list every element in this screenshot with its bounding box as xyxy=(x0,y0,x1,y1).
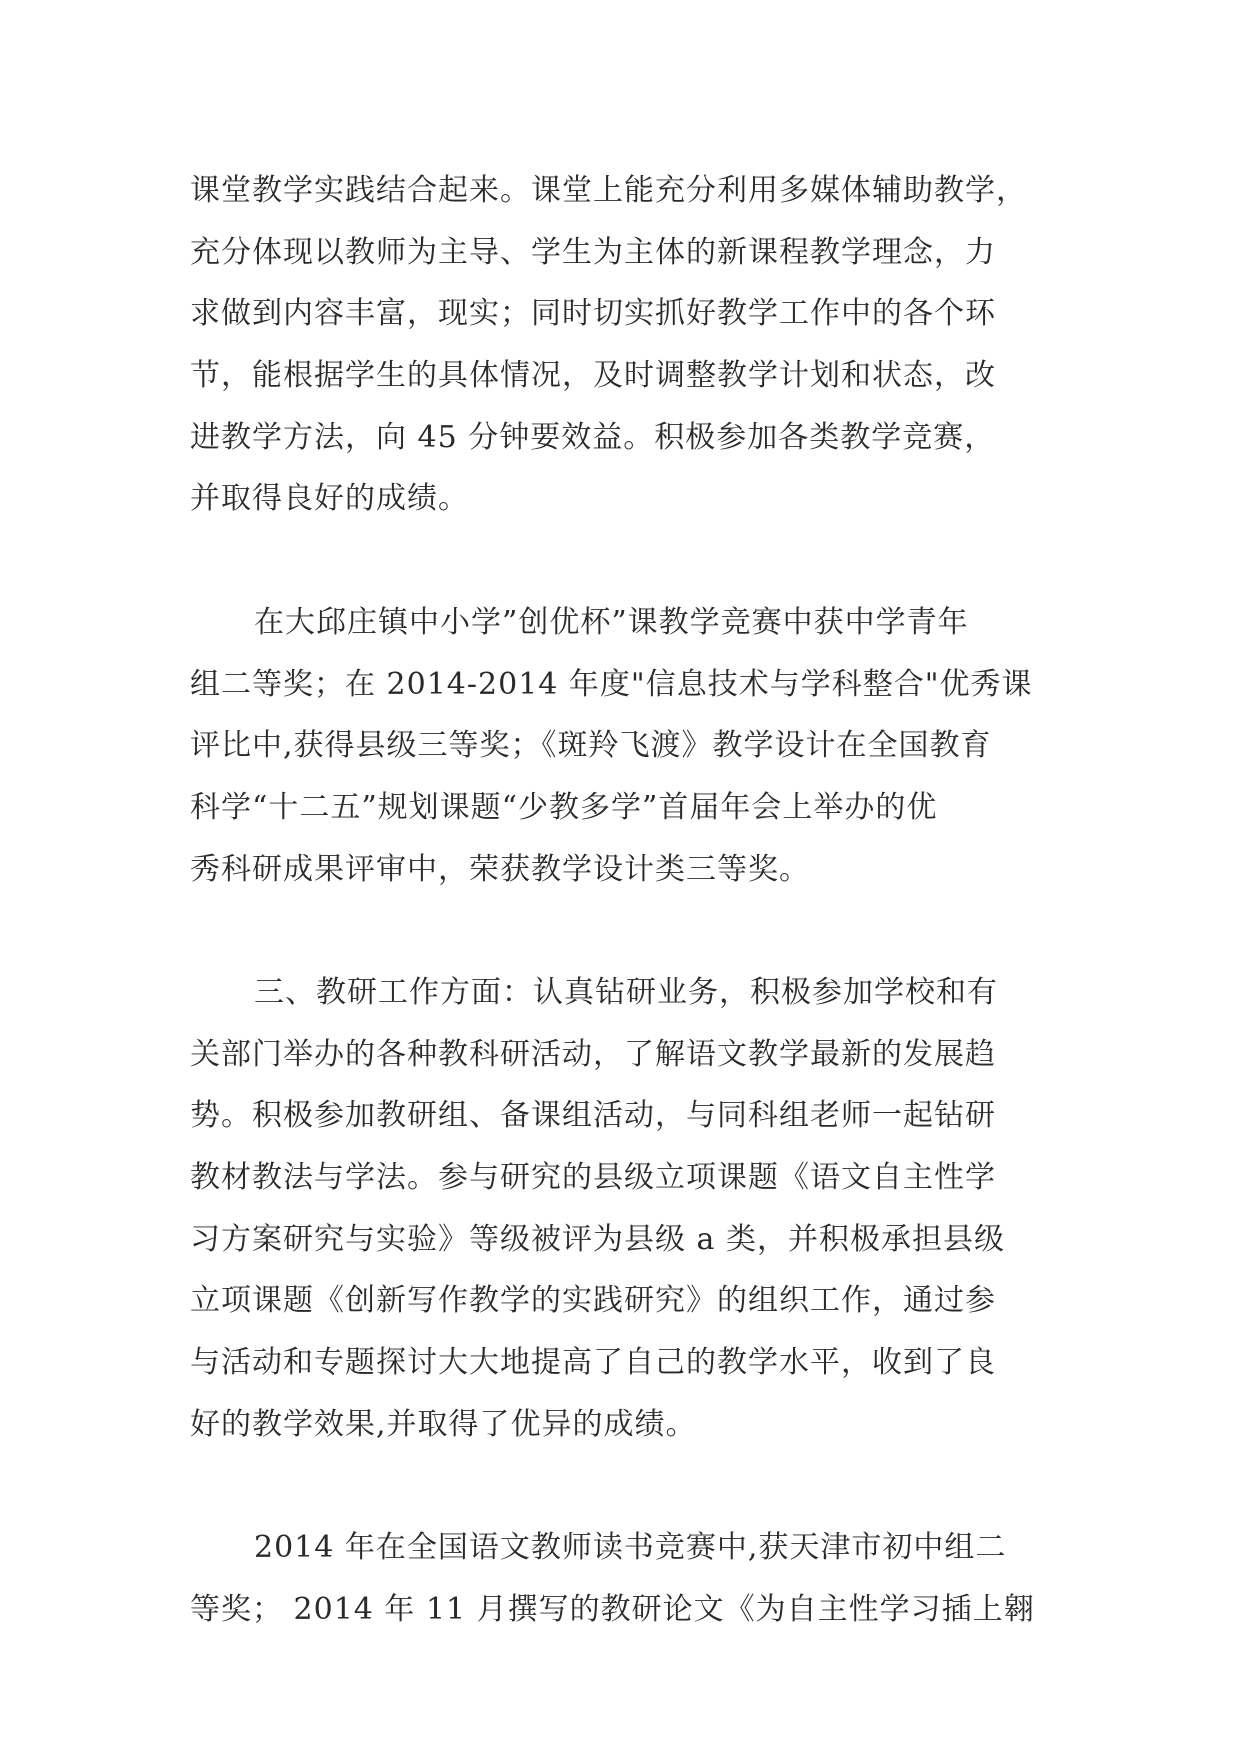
text-line: 求做到内容丰富，现实；同时切实抓好教学工作中的各个环 xyxy=(190,296,996,332)
text-line: 与活动和专题探讨大大地提高了自己的教学水平，收到了良 xyxy=(190,1345,996,1381)
paragraph-research-work xyxy=(190,962,1070,1456)
paragraph-2014-awards xyxy=(190,1517,1070,1640)
text-line: 三、教研工作方面：认真钻研业务，积极参加学校和有 xyxy=(254,974,998,1010)
text-line: 充分体现以教师为主导、学生为主体的新课程教学理念，力 xyxy=(190,234,996,270)
text-line: 势。积极参加教研组、备课组活动，与同科组老师一起钻研 xyxy=(190,1098,996,1134)
text-line: 好的教学效果,并取得了优异的成绩。 xyxy=(190,1406,697,1442)
document-body xyxy=(190,160,1070,1641)
text-line: 2014 年在全国语文教师读书竞赛中,获天津市初中组二 xyxy=(254,1530,1007,1566)
paragraph-gap xyxy=(190,530,1070,592)
text-line: 习方案研究与实验》等级被评为县级 a 类，并积极承担县级 xyxy=(190,1221,1005,1257)
text-line: 进教学方法，向 45 分钟要效益。积极参加各类教学竞赛， xyxy=(190,419,996,455)
text-line: 等奖； 2014 年 11 月撰写的教研论文《为自主性学习插上翱 xyxy=(190,1591,1035,1627)
text-line: 秀科研成果评审中，荣获教学设计类三等奖。 xyxy=(190,851,810,887)
paragraph-gap xyxy=(190,900,1070,962)
text-line: 关部门举办的各种教科研活动，了解语文教学最新的发展趋 xyxy=(190,1036,996,1072)
text-line: 节，能根据学生的具体情况，及时调整教学计划和状态，改 xyxy=(190,358,996,394)
text-line: 在大邱庄镇中小学”创优杯”课教学竞赛中获中学青年 xyxy=(254,604,969,640)
paragraph-teaching-practice xyxy=(190,160,1070,530)
paragraph-competition-awards xyxy=(190,592,1070,900)
text-line: 组二等奖；在 2014-2014 年度"信息技术与学科整合"优秀课 xyxy=(190,666,1033,702)
text-line: 课堂教学实践结合起来。课堂上能充分利用多媒体辅助教学， xyxy=(190,173,1027,208)
text-line: 科学“十二五”规划课题“少教多学”首届年会上举办的优 xyxy=(190,789,938,825)
paragraph-gap xyxy=(190,1455,1070,1517)
text-line: 立项课题《创新写作教学的实践研究》的组织工作，通过参 xyxy=(190,1283,996,1319)
text-line: 教材教法与学法。参与研究的县级立项课题《语文自主性学 xyxy=(190,1160,996,1195)
text-line: 评比中,获得县级三等奖；《斑羚飞渡》教学设计在全国教育 xyxy=(190,728,992,764)
text-line: 并取得良好的成绩。 xyxy=(190,481,469,517)
